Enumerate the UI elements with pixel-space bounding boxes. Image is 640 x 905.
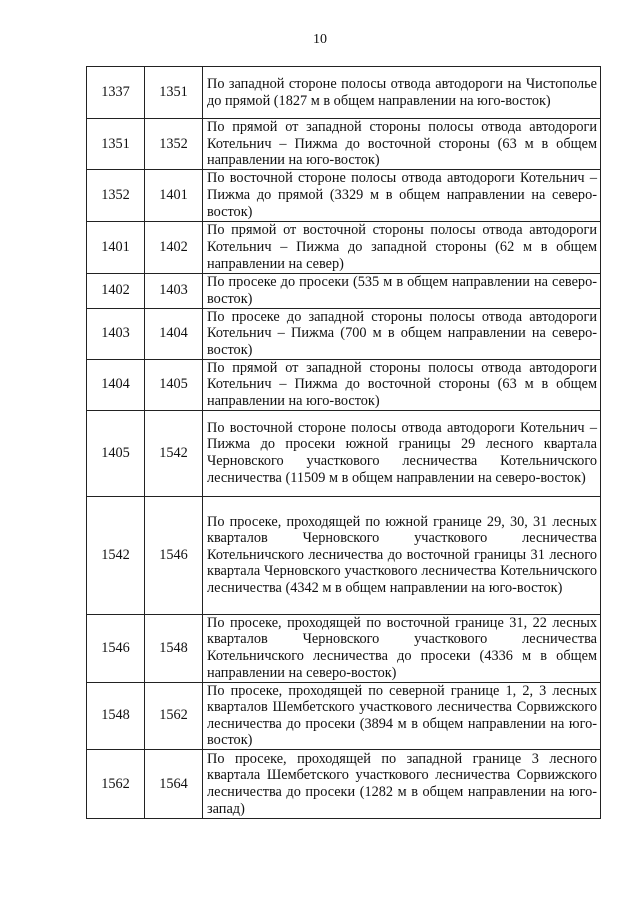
point-to-cell: 1546 — [145, 496, 203, 614]
table-row — [87, 221, 601, 273]
table-row — [87, 308, 601, 359]
boundary-description-cell: По просеке до западной стороны полосы отвода автодороги Котельнич – Пижма (700 м в общем направлении на северо-восток) — [203, 308, 601, 359]
point-from-cell: 1542 — [87, 496, 145, 614]
table-row — [87, 496, 601, 614]
point-from-cell: 1351 — [87, 119, 145, 170]
table-row — [87, 67, 601, 119]
point-to-cell: 1404 — [145, 308, 203, 359]
table-row — [87, 119, 601, 170]
table-row — [87, 169, 601, 221]
boundary-description-cell: По прямой от западной стороны полосы отвода автодороги Котельнич – Пижма до восточной стороны (63 м в общем направлении на юго-восток) — [203, 359, 601, 410]
table-row — [87, 273, 601, 308]
boundary-table — [86, 66, 601, 819]
table-row — [87, 614, 601, 682]
point-from-cell: 1546 — [87, 614, 145, 682]
point-to-cell: 1562 — [145, 682, 203, 749]
point-from-cell: 1562 — [87, 749, 145, 818]
point-to-cell: 1401 — [145, 169, 203, 221]
point-to-cell: 1405 — [145, 359, 203, 410]
table-body — [87, 67, 601, 819]
boundary-description-cell: По просеке, проходящей по восточной границе 31, 22 лесных кварталов Черновского участкового лесничества Котельничского лесничества до просеки (4336 м в общем направлении на северо-восток) — [203, 614, 601, 682]
boundary-description-cell: По просеке, проходящей по западной границе 3 лесного квартала Шембетского участкового лесничества Сорвижского лесничества до просеки (1282 м в общем направлении на юго-запад) — [203, 749, 601, 818]
page-number: 10 — [313, 32, 327, 47]
boundary-description-cell: По просеке до просеки (535 м в общем направлении на северо-восток) — [203, 273, 601, 308]
point-to-cell: 1352 — [145, 119, 203, 170]
boundary-description-cell: По восточной стороне полосы отвода автодороги Котельнич – Пижма до просеки южной границы 29 лесного квартала Черновского участкового лесничества Котельничского лесничества (11509 м в общем направлении на северо-восток) — [203, 410, 601, 496]
point-from-cell: 1352 — [87, 169, 145, 221]
boundary-description-cell: По просеке, проходящей по северной границе 1, 2, 3 лесных кварталов Шембетского участкового лесничества Сорвижского лесничества до просеки (3894 м в общем направлении на юго-восток) — [203, 682, 601, 749]
point-to-cell: 1403 — [145, 273, 203, 308]
point-from-cell: 1401 — [87, 221, 145, 273]
point-to-cell: 1564 — [145, 749, 203, 818]
boundary-description-cell: По прямой от восточной стороны полосы отвода автодороги Котельнич – Пижма до западной стороны (62 м в общем направлении на север) — [203, 221, 601, 273]
table-row — [87, 410, 601, 496]
point-from-cell: 1402 — [87, 273, 145, 308]
point-from-cell: 1548 — [87, 682, 145, 749]
table-row — [87, 682, 601, 749]
point-to-cell: 1351 — [145, 67, 203, 119]
boundary-description-cell: По прямой от западной стороны полосы отвода автодороги Котельнич – Пижма до восточной стороны (63 м в общем направлении на юго-восток) — [203, 119, 601, 170]
table-row — [87, 359, 601, 410]
boundary-description-cell: По западной стороне полосы отвода автодороги на Чистополье до прямой (1827 м в общем направлении на юго-восток) — [203, 67, 601, 119]
boundary-description-cell: По восточной стороне полосы отвода автодороги Котельнич – Пижма до прямой (3329 м в общем направлении на северо-восток) — [203, 169, 601, 221]
point-from-cell: 1337 — [87, 67, 145, 119]
point-to-cell: 1542 — [145, 410, 203, 496]
point-to-cell: 1402 — [145, 221, 203, 273]
point-from-cell: 1405 — [87, 410, 145, 496]
point-to-cell: 1548 — [145, 614, 203, 682]
point-from-cell: 1403 — [87, 308, 145, 359]
point-from-cell: 1404 — [87, 359, 145, 410]
boundary-description-cell: По просеке, проходящей по южной границе 29, 30, 31 лесных кварталов Черновского участкового лесничества Котельничского лесничества до восточной границы 31 лесного квартала Черновского участкового лесничества Котельничского лесничества (4342 м в общем направлении на юго-восток) — [203, 496, 601, 614]
table-row — [87, 749, 601, 818]
